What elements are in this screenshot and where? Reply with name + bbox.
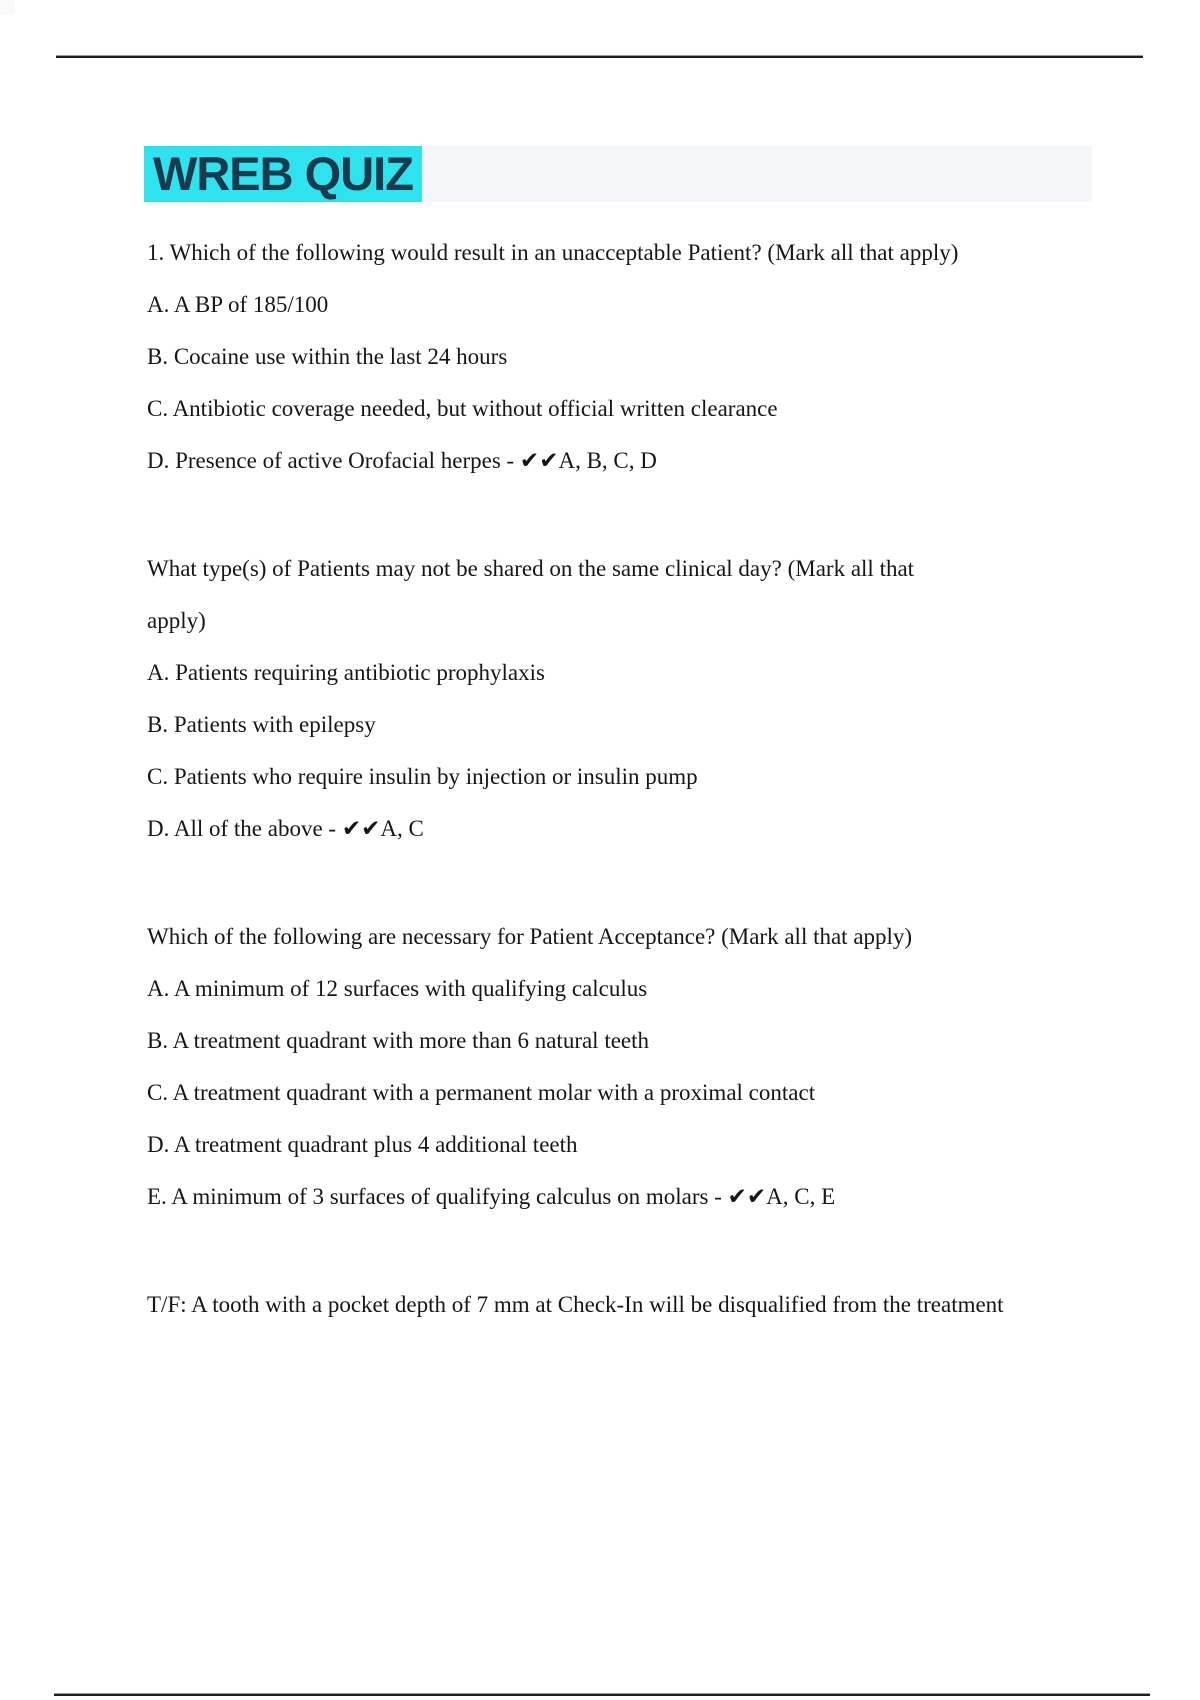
quiz-line: B. A treatment quadrant with more than 6 natural teeth (147, 1028, 650, 1053)
title-band (144, 146, 1092, 202)
question-block (147, 1279, 1067, 1331)
quiz-line: T/F: A tooth with a pocket depth of 7 mm at Check-In will be disqualified from the treatment (147, 1292, 1004, 1317)
quiz-line: apply) (147, 608, 206, 633)
page-title: WREB QUIZ (144, 146, 422, 202)
corner-artifact (0, 0, 15, 15)
quiz-line: D. Presence of active Orofacial herpes - ✔✔A, B, C, D (147, 448, 657, 473)
top-border-rule (56, 55, 1143, 58)
quiz-line: A. A minimum of 12 surfaces with qualifying calculus (147, 976, 648, 1001)
quiz-line: What type(s) of Patients may not be shared on the same clinical day? (Mark all that (147, 556, 915, 581)
quiz-line: B. Patients with epilepsy (147, 712, 376, 737)
quiz-line: A. A BP of 185/100 (147, 292, 329, 317)
quiz-line: E. A minimum of 3 surfaces of qualifying calculus on molars - ✔✔A, C, E (147, 1184, 836, 1209)
quiz-line: C. Patients who require insulin by injection or insulin pump (147, 764, 698, 789)
quiz-line: Which of the following are necessary for Patient Acceptance? (Mark all that apply) (147, 924, 913, 949)
quiz-line: D. All of the above - ✔✔A, C (147, 816, 424, 841)
quiz-line: C. A treatment quadrant with a permanent molar with a proximal contact (147, 1080, 816, 1105)
quiz-line: D. A treatment quadrant plus 4 additional teeth (147, 1132, 578, 1157)
title-band-fill (422, 146, 1092, 202)
quiz-line: 1. Which of the following would result in an unacceptable Patient? (Mark all that apply) (147, 240, 959, 265)
quiz-line: C. Antibiotic coverage needed, but without official written clearance (147, 396, 778, 421)
question-block (147, 911, 1067, 1223)
quiz-content (147, 227, 1067, 1331)
bottom-border-rule (54, 1693, 1150, 1696)
question-block (147, 227, 1067, 487)
quiz-line: B. Cocaine use within the last 24 hours (147, 344, 508, 369)
question-block (147, 543, 1067, 855)
quiz-line: A. Patients requiring antibiotic prophylaxis (147, 660, 545, 685)
